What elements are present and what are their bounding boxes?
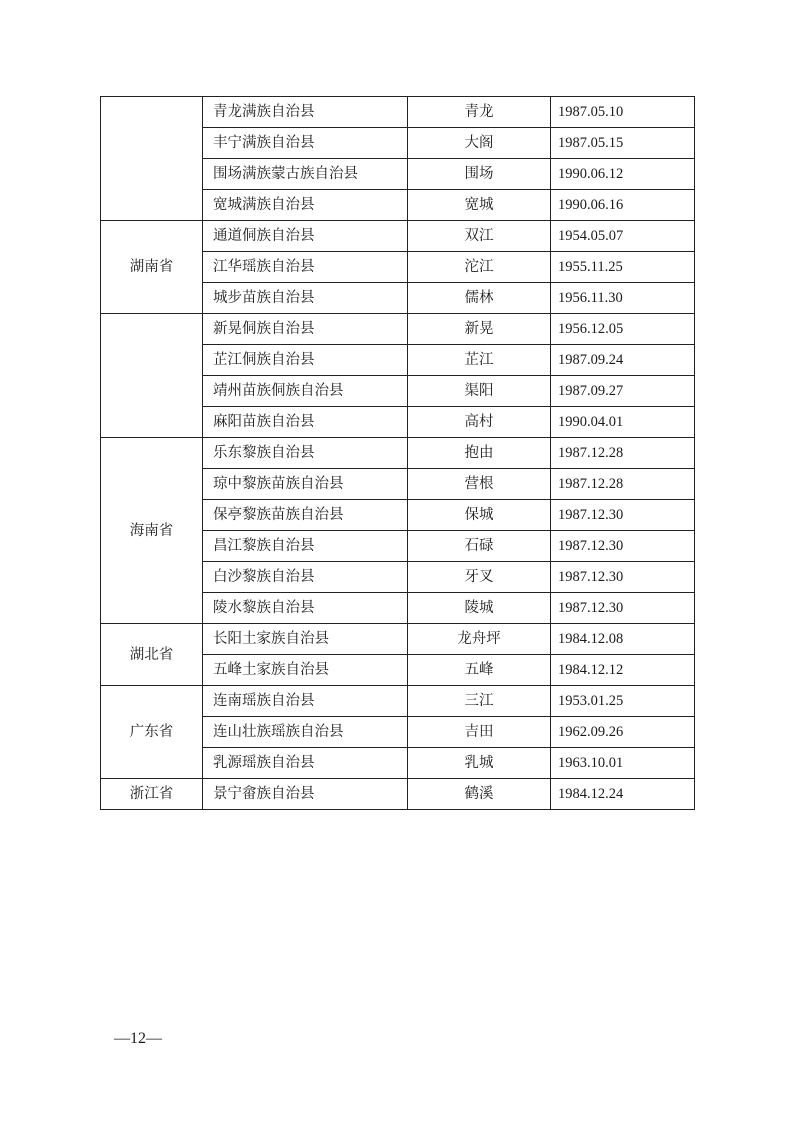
founding-date-cell: 1984.12.24 (551, 779, 695, 810)
founding-date-cell: 1987.12.30 (551, 500, 695, 531)
county-name-cell: 芷江侗族自治县 (203, 345, 408, 376)
county-seat-cell: 渠阳 (408, 376, 551, 407)
founding-date-cell: 1962.09.26 (551, 717, 695, 748)
county-seat-cell: 围场 (408, 159, 551, 190)
founding-date-cell: 1987.12.30 (551, 531, 695, 562)
county-seat-cell: 三江 (408, 686, 551, 717)
founding-date-cell: 1984.12.12 (551, 655, 695, 686)
county-name-cell: 宽城满族自治县 (203, 190, 408, 221)
table-row (101, 779, 695, 810)
founding-date-cell: 1956.11.30 (551, 283, 695, 314)
province-cell: 湖南省 (101, 221, 203, 314)
founding-date-cell: 1963.10.01 (551, 748, 695, 779)
county-seat-cell: 抱由 (408, 438, 551, 469)
county-seat-cell: 石碌 (408, 531, 551, 562)
county-seat-cell: 五峰 (408, 655, 551, 686)
table-row (101, 624, 695, 655)
county-seat-cell: 鹤溪 (408, 779, 551, 810)
province-cell: 浙江省 (101, 779, 203, 810)
county-seat-cell: 营根 (408, 469, 551, 500)
founding-date-cell: 1954.05.07 (551, 221, 695, 252)
founding-date-cell: 1987.12.28 (551, 438, 695, 469)
county-name-cell: 连山壮族瑶族自治县 (203, 717, 408, 748)
province-cell (101, 97, 203, 221)
founding-date-cell: 1955.11.25 (551, 252, 695, 283)
province-cell (101, 314, 203, 438)
county-name-cell: 靖州苗族侗族自治县 (203, 376, 408, 407)
table-row (101, 686, 695, 717)
county-name-cell: 琼中黎族苗族自治县 (203, 469, 408, 500)
autonomous-counties-table (100, 96, 695, 810)
county-name-cell: 连南瑶族自治县 (203, 686, 408, 717)
county-name-cell: 陵水黎族自治县 (203, 593, 408, 624)
county-seat-cell: 乳城 (408, 748, 551, 779)
table-row (101, 97, 695, 128)
county-name-cell: 五峰土家族自治县 (203, 655, 408, 686)
county-name-cell: 江华瑶族自治县 (203, 252, 408, 283)
county-seat-cell: 陵城 (408, 593, 551, 624)
county-name-cell: 保亭黎族苗族自治县 (203, 500, 408, 531)
county-seat-cell: 大阁 (408, 128, 551, 159)
founding-date-cell: 1990.06.12 (551, 159, 695, 190)
founding-date-cell: 1987.09.27 (551, 376, 695, 407)
table-body (101, 97, 695, 810)
founding-date-cell: 1987.12.30 (551, 562, 695, 593)
founding-date-cell: 1987.12.28 (551, 469, 695, 500)
table-row (101, 438, 695, 469)
founding-date-cell: 1987.12.30 (551, 593, 695, 624)
county-name-cell: 通道侗族自治县 (203, 221, 408, 252)
founding-date-cell: 1953.01.25 (551, 686, 695, 717)
county-name-cell: 丰宁满族自治县 (203, 128, 408, 159)
county-name-cell: 乐东黎族自治县 (203, 438, 408, 469)
page-number: —12— (114, 1030, 162, 1047)
county-name-cell: 景宁畲族自治县 (203, 779, 408, 810)
founding-date-cell: 1990.06.16 (551, 190, 695, 221)
province-cell: 湖北省 (101, 624, 203, 686)
province-cell: 广东省 (101, 686, 203, 779)
county-seat-cell: 青龙 (408, 97, 551, 128)
county-name-cell: 长阳土家族自治县 (203, 624, 408, 655)
founding-date-cell: 1987.05.15 (551, 128, 695, 159)
county-seat-cell: 宽城 (408, 190, 551, 221)
county-seat-cell: 吉田 (408, 717, 551, 748)
founding-date-cell: 1984.12.08 (551, 624, 695, 655)
county-name-cell: 乳源瑶族自治县 (203, 748, 408, 779)
county-name-cell: 青龙满族自治县 (203, 97, 408, 128)
county-seat-cell: 新晃 (408, 314, 551, 345)
founding-date-cell: 1956.12.05 (551, 314, 695, 345)
county-name-cell: 围场满族蒙古族自治县 (203, 159, 408, 190)
county-seat-cell: 龙舟坪 (408, 624, 551, 655)
county-seat-cell: 保城 (408, 500, 551, 531)
county-name-cell: 城步苗族自治县 (203, 283, 408, 314)
county-seat-cell: 高村 (408, 407, 551, 438)
table-row (101, 221, 695, 252)
county-seat-cell: 牙叉 (408, 562, 551, 593)
county-name-cell: 白沙黎族自治县 (203, 562, 408, 593)
province-cell: 海南省 (101, 438, 203, 624)
county-name-cell: 昌江黎族自治县 (203, 531, 408, 562)
table-row (101, 314, 695, 345)
county-seat-cell: 儒林 (408, 283, 551, 314)
county-name-cell: 麻阳苗族自治县 (203, 407, 408, 438)
founding-date-cell: 1990.04.01 (551, 407, 695, 438)
county-seat-cell: 沱江 (408, 252, 551, 283)
founding-date-cell: 1987.05.10 (551, 97, 695, 128)
county-seat-cell: 双江 (408, 221, 551, 252)
founding-date-cell: 1987.09.24 (551, 345, 695, 376)
county-name-cell: 新晃侗族自治县 (203, 314, 408, 345)
county-seat-cell: 芷江 (408, 345, 551, 376)
